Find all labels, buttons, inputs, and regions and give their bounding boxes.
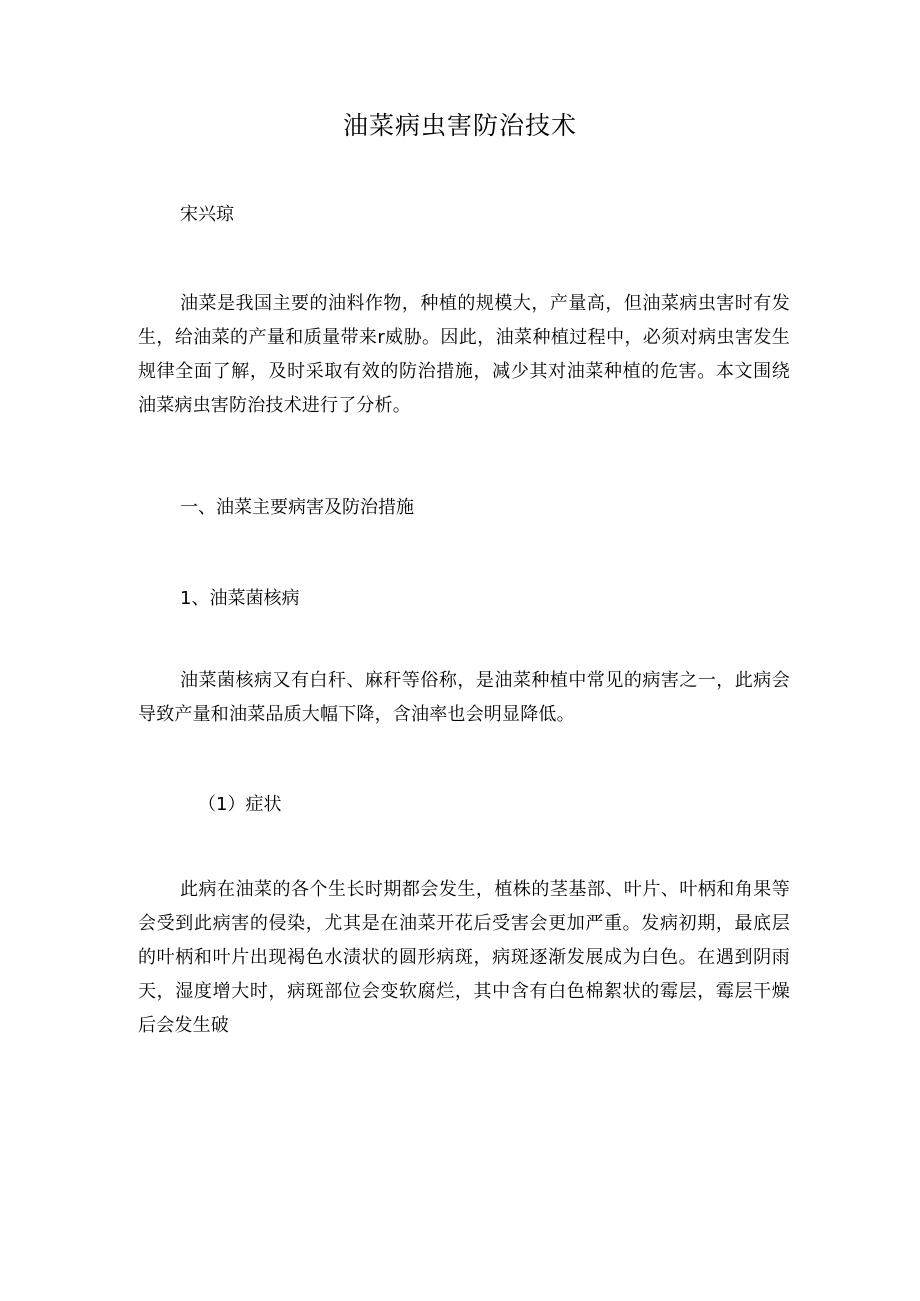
section-heading: 一、油菜主要病害及防治措施 (180, 497, 414, 518)
author-name: 宋兴琼 (180, 204, 234, 225)
symptom-heading: （1）症状 (198, 794, 282, 815)
intro-paragraph: 油菜是我国主要的油料作物，种植的规模大，产量高，但油菜病虫害时有发生，给油菜的产量和质量带来r威胁。因此，油菜种植过程中，必须对病虫害发生规律全面了解，及时采取有效的防治措施，减少其对油菜种植的危害。本文围绕油菜病虫害防治技术进行了分析。 (138, 293, 790, 416)
symptom-paragraph: 此病在油菜的各个生长时期都会发生，植株的茎基部、叶片、叶柄和角果等会受到此病害的侵染，尤其是在油菜开花后受害会更加严重。发病初期，最底层的叶柄和叶片出现褐色水渍状的圆形病斑，病斑逐渐发展成为白色。在遇到阴雨天，湿度增大时，病斑部位会变软腐烂，其中含有白色棉絮状的霉层，霉层干燥后会发生破 (138, 879, 790, 1036)
document-title: 油菜病虫害防治技术 (342, 111, 577, 140)
subsection-heading: 1、油菜菌核病 (180, 588, 300, 609)
subsection-paragraph: 油菜菌核病又有白秆、麻秆等俗称，是油菜种植中常见的病害之一，此病会导致产量和油菜品质大幅下降，含油率也会明显降低。 (138, 670, 790, 725)
